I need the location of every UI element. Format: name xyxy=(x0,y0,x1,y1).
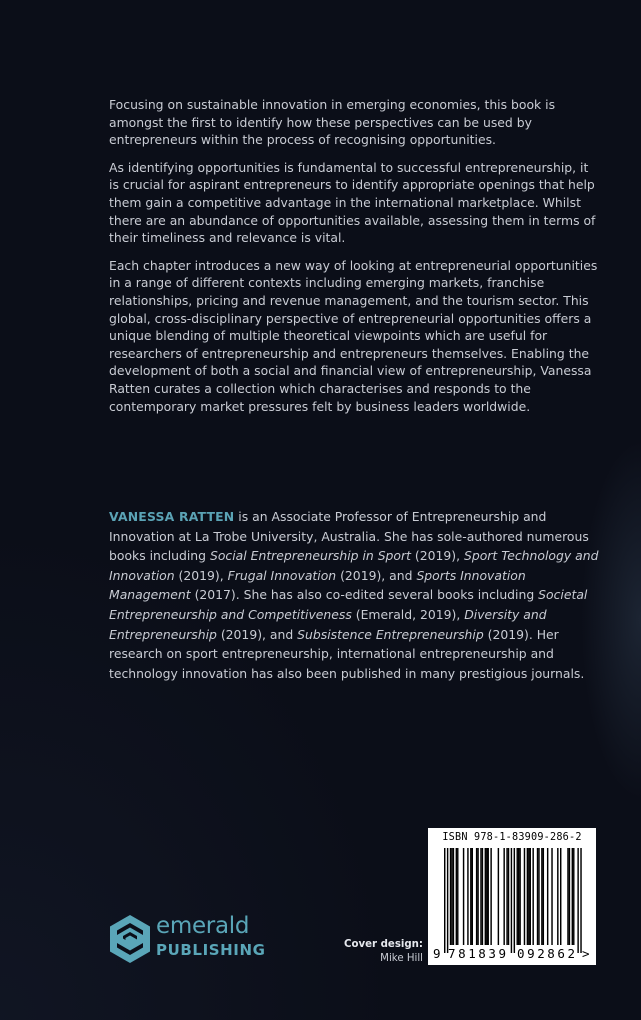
barcode-bar xyxy=(527,848,528,945)
barcode-bar xyxy=(503,848,504,945)
barcode-bar xyxy=(517,848,518,945)
bio-text-7: (2019), and xyxy=(216,626,298,642)
barcode-bar xyxy=(530,848,531,945)
isbn-barcode xyxy=(428,828,596,965)
barcode-bar xyxy=(506,848,507,945)
barcode-bar xyxy=(519,848,520,945)
barcode-graphic xyxy=(428,828,596,965)
author-bio xyxy=(109,507,599,683)
barcode-bar xyxy=(537,848,538,945)
barcode-bar xyxy=(498,848,499,945)
barcode-bar xyxy=(569,848,570,945)
barcode-bar xyxy=(456,848,457,945)
bio-text-3: (2019), xyxy=(174,567,228,583)
book-title-4: Sports Innovation Management xyxy=(109,567,526,603)
bio-text-5: (2017). She has also co-edited several books including xyxy=(190,587,539,603)
barcode-bar xyxy=(532,848,533,945)
barcode-bar xyxy=(470,848,471,945)
barcode-guard-bar xyxy=(577,848,578,953)
bio-text-8: (2019). Her research on sport entrepreneurship, international entrepreneurship and technology innovation has also been published in many prestigious journals. xyxy=(109,626,585,681)
book-title-1: Social Entrepreneurship in Sport xyxy=(209,548,411,564)
emerald-hexagon-logo-icon xyxy=(108,914,152,964)
book-title-3: Frugal Innovation xyxy=(227,567,337,583)
cover-credit-label: Cover design: xyxy=(344,939,423,950)
barcode-bar xyxy=(450,848,451,945)
barcode-quiet-mark: > xyxy=(582,946,590,961)
barcode-bar xyxy=(541,848,542,945)
barcode-bar xyxy=(508,848,509,945)
author-bio-text xyxy=(109,507,599,683)
book-title-7: Subsistence Entrepreneurship xyxy=(297,626,484,642)
blurb-paragraph-3: Each chapter introduces a new way of looking at entrepreneurial opportunities in a range of different contexts including emerging markets, franchise relationships, pricing and revenue management, and the tourism sector. This global, cross-disciplinary perspective of entrepreneurial opportunities offers a unique blending of multiple theoretical viewpoints which are useful for researchers of entrepreneurship and entrepreneurs themselves. Enabling the development of both a social and financial view of entrepreneurship, Vanessa Ratten curates a collection which characterises and responds to the contemporary market pressures felt by business leaders worldwide. xyxy=(109,257,598,414)
blurb-paragraph-1: Focusing on sustainable innovation in emerging economies, this book is amongst the first to identify how these perspectives can be used by entrepreneurs within the process of recognising opportunities. xyxy=(109,97,556,148)
barcode-bar xyxy=(490,848,491,945)
barcode-bar xyxy=(567,848,568,945)
barcode-bar xyxy=(557,848,558,945)
bio-text-2: (2019), xyxy=(410,548,464,564)
barcode-bar xyxy=(573,848,574,945)
publisher-subwordmark: PUBLISHING xyxy=(156,941,266,959)
barcode-bar xyxy=(477,848,478,945)
barcode-bars xyxy=(444,848,582,953)
barcode-right-digits: 092862 xyxy=(517,946,575,961)
barcode-bar xyxy=(488,848,489,945)
bio-text-6: (Emerald, 2019), xyxy=(351,606,465,622)
barcode-bar xyxy=(482,848,483,945)
bio-text-1: is an Associate Professor of Entrepreneurship and Innovation at La Trobe University, Australia. She has sole-authored numerous books including xyxy=(109,509,589,564)
barcode-left-digits: 781839 xyxy=(448,946,506,961)
isbn-text: ISBN 978-1-83909-286-2 xyxy=(442,832,582,843)
barcode-bar xyxy=(463,848,464,945)
barcode-bar xyxy=(453,848,454,945)
barcode-guard-bar xyxy=(447,848,448,953)
author-name: VANESSA RATTEN xyxy=(109,509,235,524)
barcode-bar xyxy=(518,848,519,945)
publisher-wordmark: emerald xyxy=(156,913,250,939)
barcode-guard-bar xyxy=(444,848,445,953)
barcode-first-digit: 9 xyxy=(433,946,441,961)
barcode-bar xyxy=(485,848,486,945)
book-title-2: Sport Technology and Innovation xyxy=(109,548,599,583)
blurb-paragraph-2: As identifying opportunities is fundamental to successful entrepreneurship, it is crucial for aspirant entrepreneurs to identify appropriate openings that help them gain a competitive advantage in the international marketplace. Whilst there are an abundance of opportunities available, assessing them in terms of their timeliness and relevance is vital. xyxy=(109,159,596,246)
book-title-6: Diversity and Entrepreneurship xyxy=(109,606,547,642)
cover-designer: Mike Hill xyxy=(380,953,423,964)
book-title-5: Societal Entrepreneurship and Competitiveness xyxy=(109,587,588,622)
barcode-bar xyxy=(560,848,561,945)
barcode-guard-bar xyxy=(580,848,581,953)
bio-text-4: (2019), and xyxy=(336,567,417,583)
barcode-bar xyxy=(572,848,573,945)
barcode-bar xyxy=(457,848,458,945)
barcode-bar xyxy=(476,848,477,945)
barcode-bar xyxy=(486,848,487,945)
barcode-bar xyxy=(467,848,468,945)
publisher-logo xyxy=(108,913,266,965)
barcode-bar xyxy=(551,848,552,945)
barcode-bar xyxy=(472,848,473,945)
barcode-bar xyxy=(480,848,481,945)
barcode-bar xyxy=(543,848,544,945)
barcode-bar xyxy=(538,848,539,945)
barcode-guard-bar xyxy=(511,848,512,953)
barcode-guard-bar xyxy=(514,848,515,953)
blurb xyxy=(109,96,599,425)
barcode-bar xyxy=(528,848,529,945)
barcode-bar xyxy=(547,848,548,945)
cover-credit xyxy=(344,938,423,966)
barcode-bar xyxy=(451,848,452,945)
barcode-bar xyxy=(524,848,525,945)
